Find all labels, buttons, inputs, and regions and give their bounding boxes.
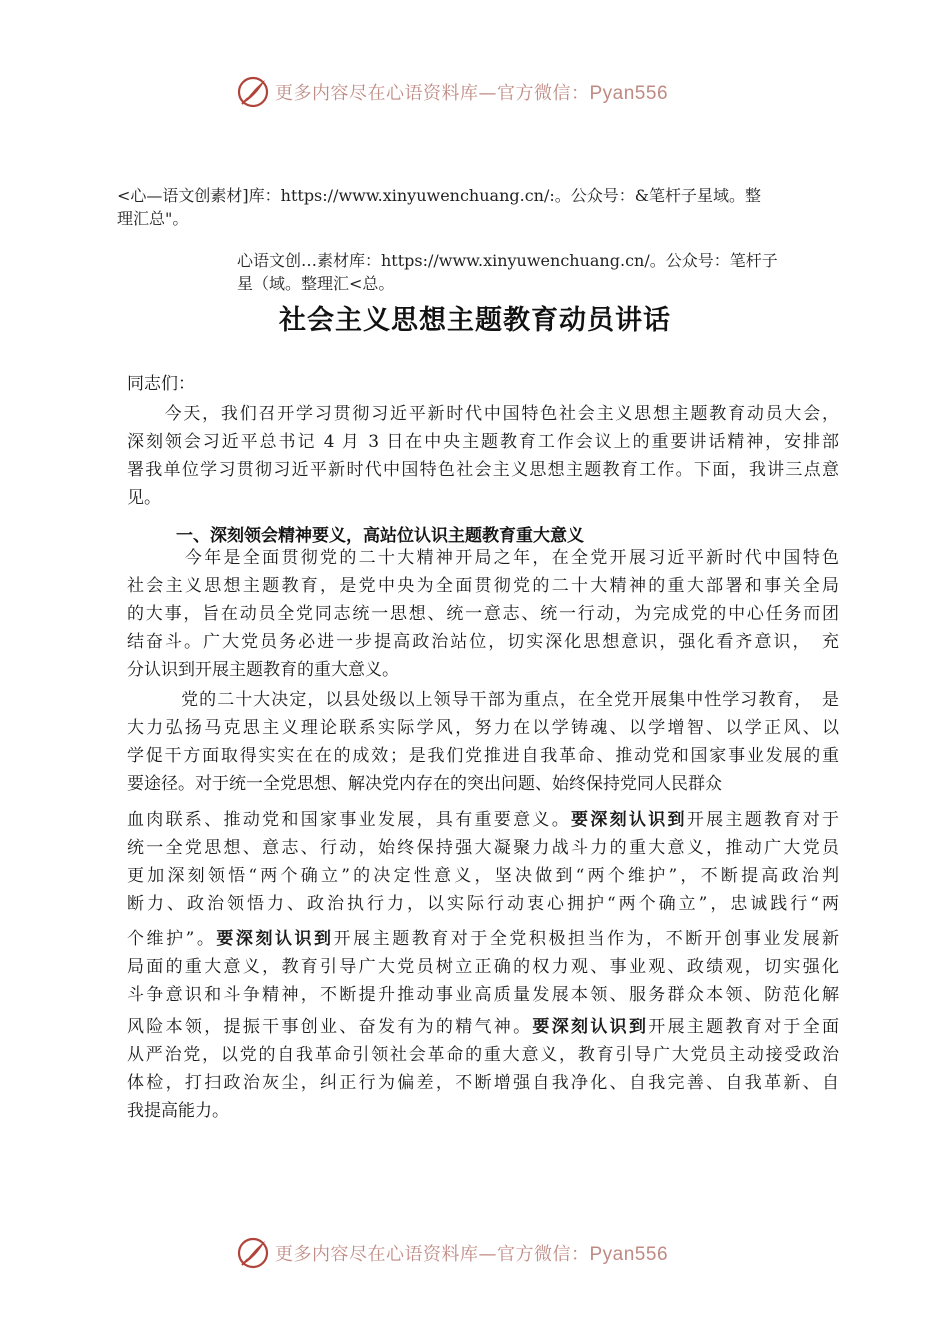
para3-line: 统一全党思想、意志、行动，始终保持强大凝聚力战斗力的重大意义，推动广大党员 [127, 838, 839, 858]
para1-line: 分认识到开展主题教育的重大意义。 [127, 660, 399, 680]
feather-pen-logo-icon [236, 1236, 270, 1270]
source-line-1: <心—语文创素材]库：https://www.xinyuwenchuang.cn/:。公众号：&笔杆子星域。整 [117, 186, 762, 205]
para3-line: 体检，打扫政治灰尘，纠正行为偏差，不断增强自我净化、自我完善、自我革新、自 [127, 1073, 839, 1093]
feather-pen-logo-icon [236, 75, 270, 109]
para2-line: 要途径。对于统一全党思想、解决党内存在的突出问题、始终保持党同人民群众 [127, 774, 722, 794]
intro-line: 署我单位学习贯彻习近平新时代中国特色社会主义思想主题教育工作。下面，我讲三点意 [127, 460, 839, 480]
para2-line: 学促干方面取得实实在在的成效；是我们党推进自我革命、推动党和国家事业发展的重 [127, 746, 839, 766]
emphasis-text: 要深刻认识到 [532, 1017, 649, 1037]
source-line-4: 星（域。整理汇<总。 [237, 274, 395, 293]
section-heading: 一、深刻领会精神要义，高站位认识主题教育重大意义 [176, 526, 584, 546]
emphasis-text: 要深刻认识到 [571, 810, 687, 830]
intro-line: 见。 [127, 488, 161, 508]
source-line-3: 心语文创…素材库：https://www.xinyuwenchuang.cn/。公众号：笔杆子 [237, 251, 778, 270]
para3-line: 局面的重大意义，教育引导广大党员树立正确的权力观、事业观、政绩观，切实强化 [127, 957, 839, 977]
para3-line: 风险本领，提振干事创业、奋发有为的精气神。要深刻认识到开展主题教育对于全面 [127, 1017, 839, 1037]
para3-line: 更加深刻领悟“两个确立”的决定性意义，坚决做到“两个维护”，不断提高政治判 [127, 866, 839, 886]
para3-line: 斗争意识和斗争精神，不断提升推动事业高质量发展本领、服务群众本领、防范化解 [127, 985, 839, 1005]
para1-line: 今年是全面贯彻党的二十大精神开局之年，在全党开展习近平新时代中国特色 [127, 548, 839, 568]
para3-line: 断力、政治领悟力、政治执行力，以实际行动衷心拥护“两个确立”，忠诚践行“两 [127, 894, 839, 914]
para2-line: 党的二十大决定，以县处级以上领导干部为重点，在全党开展集中性学习教育， 是 [127, 690, 839, 710]
para1-line: 的大事，旨在动员全党同志统一思想、统一意志、统一行动，为完成党的中心任务而团 [127, 604, 839, 624]
emphasis-text: 要深刻认识到 [216, 929, 334, 949]
para1-line: 社会主义思想主题教育，是党中央为全面贯彻党的二十大精神的重大部署和事关全局 [127, 576, 839, 596]
banner-text: 更多内容尽在心语资料库—官方微信：Pyan556 [275, 83, 669, 104]
para1-line: 结奋斗。广大党员务必进一步提高政治站位，切实深化思想意识，强化看齐意识， 充 [127, 632, 839, 652]
para3-line: 个维护”。要深刻认识到开展主题教育对于全党积极担当作为，不断开创事业发展新 [127, 929, 839, 949]
intro-line: 深刻领会习近平总书记 4 月 3 日在中央主题教育工作会议上的重要讲话精神，安排部 [127, 432, 839, 452]
source-line-2: 理汇总"。 [117, 209, 189, 228]
para2-line: 大力弘扬马克思主义理论联系实际学风，努力在以学铸魂、以学增智、以学正风、以 [127, 718, 839, 738]
greeting: 同志们： [127, 374, 195, 394]
bottom-banner [0, 1234, 950, 1274]
para3-line: 从严治党，以党的自我革命引领社会革命的重大意义，教育引导广大党员主动接受政治 [127, 1045, 839, 1065]
banner-text: 更多内容尽在心语资料库—官方微信：Pyan556 [275, 1244, 669, 1265]
intro-line: 今天，我们召开学习贯彻习近平新时代中国特色社会主义思想主题教育动员大会， [127, 404, 839, 424]
para3-line: 血肉联系、推动党和国家事业发展，具有重要意义。要深刻认识到开展主题教育对于 [127, 810, 839, 830]
document-title: 社会主义思想主题教育动员讲话 [279, 305, 671, 336]
top-banner [0, 73, 950, 113]
para3-line: 我提高能力。 [127, 1101, 229, 1121]
